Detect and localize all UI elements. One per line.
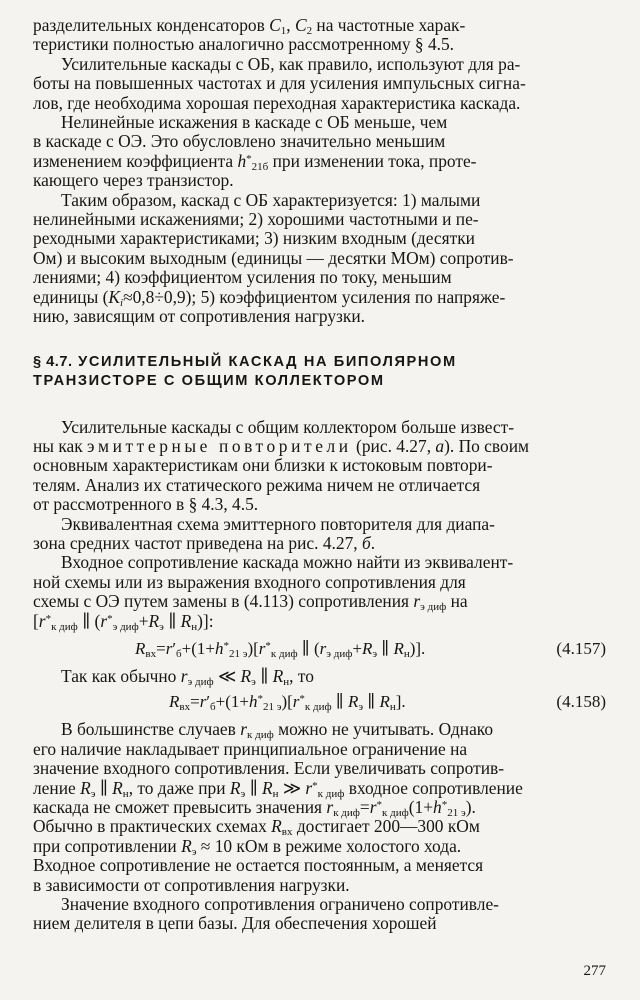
paragraph-2: Усилительные каскады с ОБ, как правило, используют для ра- боты на повышенных частотах и для усиления импульсных сигна- лов, где необходима хорошая переходная характеристика каскада.: [33, 53, 526, 113]
paragraph-6: Эквивалентная схема эмиттерного повторителя для диапа- зона средних частот приведена на рис. 4.27, б.: [33, 513, 495, 553]
page-text: [33, 16, 606, 934]
paragraph-5: Усилительные каскады с общим коллектором больше извест- ны как эмиттерные повторители (рис. 4.27, а). По своим основным характеристикам они близки к истоковым повтори- телям. Анализ их статического режима ничем не отличается от рассмотренного в § 4.3, 4.5.: [33, 416, 530, 515]
paragraph-1: разделительных конденсаторов $C_1$, $C_2$ на частотные харак- теристики полностью аналогично рассмотренному § 4.5.: [33, 15, 466, 55]
paragraph-4: Таким образом, каскад с ОБ характеризуется: 1) малыми нелинейными искажениями; 2) хорошими частотными и пе- реходными характеристиками; 3) низким входным (десятки Ом) и высоким выходным (единицы — десятки МОм) сопротив- лениями; 4) коэффициентом усиления по току, меньшим единицы $(K_i\approx 0,8\div 0,9)$; 5) коэффициентом усиления по напряже- нию, зависящим от сопротивления нагрузки.: [33, 189, 514, 327]
section-heading: § 4.7. УСИЛИТЕЛЬНЫЙ КАСКАД НА БИПОЛЯРНОМ ТРАНЗИСТОРЕ С ОБЩИМ КОЛЛЕКТОРОМ: [33, 353, 457, 389]
paragraph-7: Входное сопротивление каскада можно найти из эквивалент- ной схемы или из выражения входного сопротивления для схемы с ОЭ путем замены в (4.113) сопротивления $r_{э диф}$ на [$r^*_{к диф}$ ∥ ($r^*_{э диф}+R_э$ ∥ $R_н$)]:: [33, 552, 514, 633]
paragraph-8: Так как обычно $r_{э диф}$ ≪ $R_э$ ∥ $R_н$, то: [61, 665, 314, 688]
equation-4-157: $R_{вх}=r'_б+(1+h^*_{21 э})[r^*_{к диф}$ ∥ ($r_{э диф}+R_э$ ∥ $R_н$)]. (4.157): [135, 638, 606, 660]
paragraph-3: Нелинейные искажения в каскаде с ОБ меньше, чем в каскаде с ОЭ. Это обусловлено значительно меньшим изменением коэффициента $h^*_{21б}$ при изменении тока, проте- кающего через транзистор.: [33, 112, 477, 191]
equation-4-158: $R_{вх}=r'_б+(1+h^*_{21 э})[r^*_{к диф}$ ∥ $R_э$ ∥ $R_н$]. (4.158): [169, 692, 606, 714]
equation-number-4-158: (4.158): [556, 692, 606, 712]
paragraph-10: Значение входного сопротивления ограничено сопротивле- нием делителя в цепи базы. Для обеспечения хорошей: [33, 894, 499, 934]
equation-number-4-157: (4.157): [556, 638, 606, 658]
page-number: 277: [583, 963, 606, 979]
paragraph-9: В большинстве случаев $r_{к диф}$ можно не учитывать. Однако его наличие накладывает принципиальное ограничение на значение входного сопротивления. Если увеличивать сопротив- ление $R_э$ ∥ $R_н$, то даже при $R_э$ ∥ $R_н$ ≫ $r^*_{к диф}$ входное сопротивление каскада не сможет превысить значения $r_{к диф}=r^*_{к диф}(1+h^*_{21 э})$. Обычно в практических схемах $R_{вх}$ достигает 200—300 кОм при сопротивлении $R_э \approx 10$ кОм в режиме холостого хода. Входное сопротивление не остается постоянным, а меняется в зависимости от сопротивления нагрузки.: [33, 719, 523, 895]
